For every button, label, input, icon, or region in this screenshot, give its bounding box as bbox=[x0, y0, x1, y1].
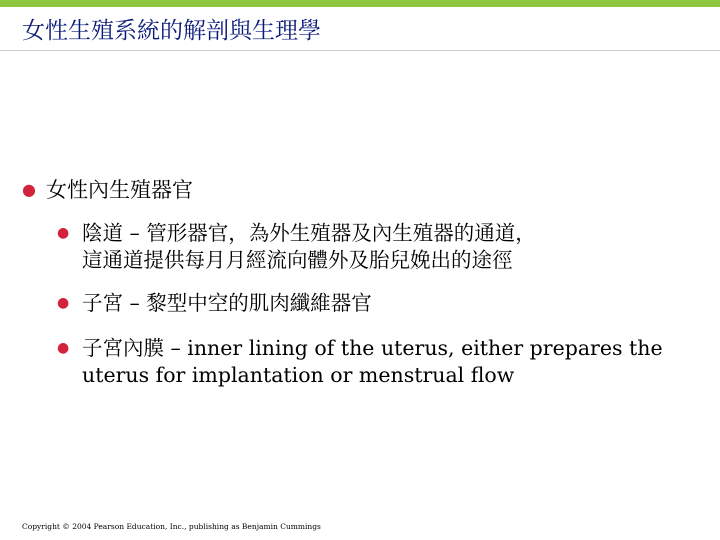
bullet-level2-text bbox=[82, 335, 663, 389]
bullet-dot-icon: ● bbox=[22, 180, 36, 199]
bullet-dot-icon: ● bbox=[57, 225, 70, 241]
copyright-footer: Copyright © 2004 Pearson Education, Inc., publishing as Benjamin Cummings bbox=[22, 522, 321, 531]
bullet-level2-text bbox=[82, 290, 372, 317]
bullet-level2-uterus bbox=[57, 290, 707, 317]
bullet-text-line: uterus for implantation or menstrual flow bbox=[82, 363, 515, 387]
slide-title: 女性生殖系統的解剖與生理學 bbox=[22, 18, 321, 44]
bullet-dot-icon: ● bbox=[57, 295, 70, 311]
bullet-text-line: 這通道提供每月月經流向體外及胎兒娩出的途徑 bbox=[82, 248, 513, 272]
bullet-text-line: 子宮 – 黎型中空的肌肉纖維器官 bbox=[82, 291, 372, 315]
bullet-level2-endometrium bbox=[57, 335, 707, 389]
bullet-level1 bbox=[22, 176, 193, 204]
bullet-level2-text bbox=[82, 220, 536, 274]
bullet-text-line: 陰道 – 管形器官，為外生殖器及內生殖器的通道， bbox=[82, 221, 536, 245]
title-divider bbox=[0, 50, 720, 51]
accent-top-bar bbox=[0, 0, 720, 7]
bullet-level2-vagina bbox=[57, 220, 707, 274]
bullet-dot-icon: ● bbox=[57, 340, 70, 356]
bullet-level1-text: 女性內生殖器官 bbox=[46, 178, 193, 202]
bullet-text-line: 子宮內膜 – inner lining of the uterus, either prepares the bbox=[82, 336, 663, 360]
